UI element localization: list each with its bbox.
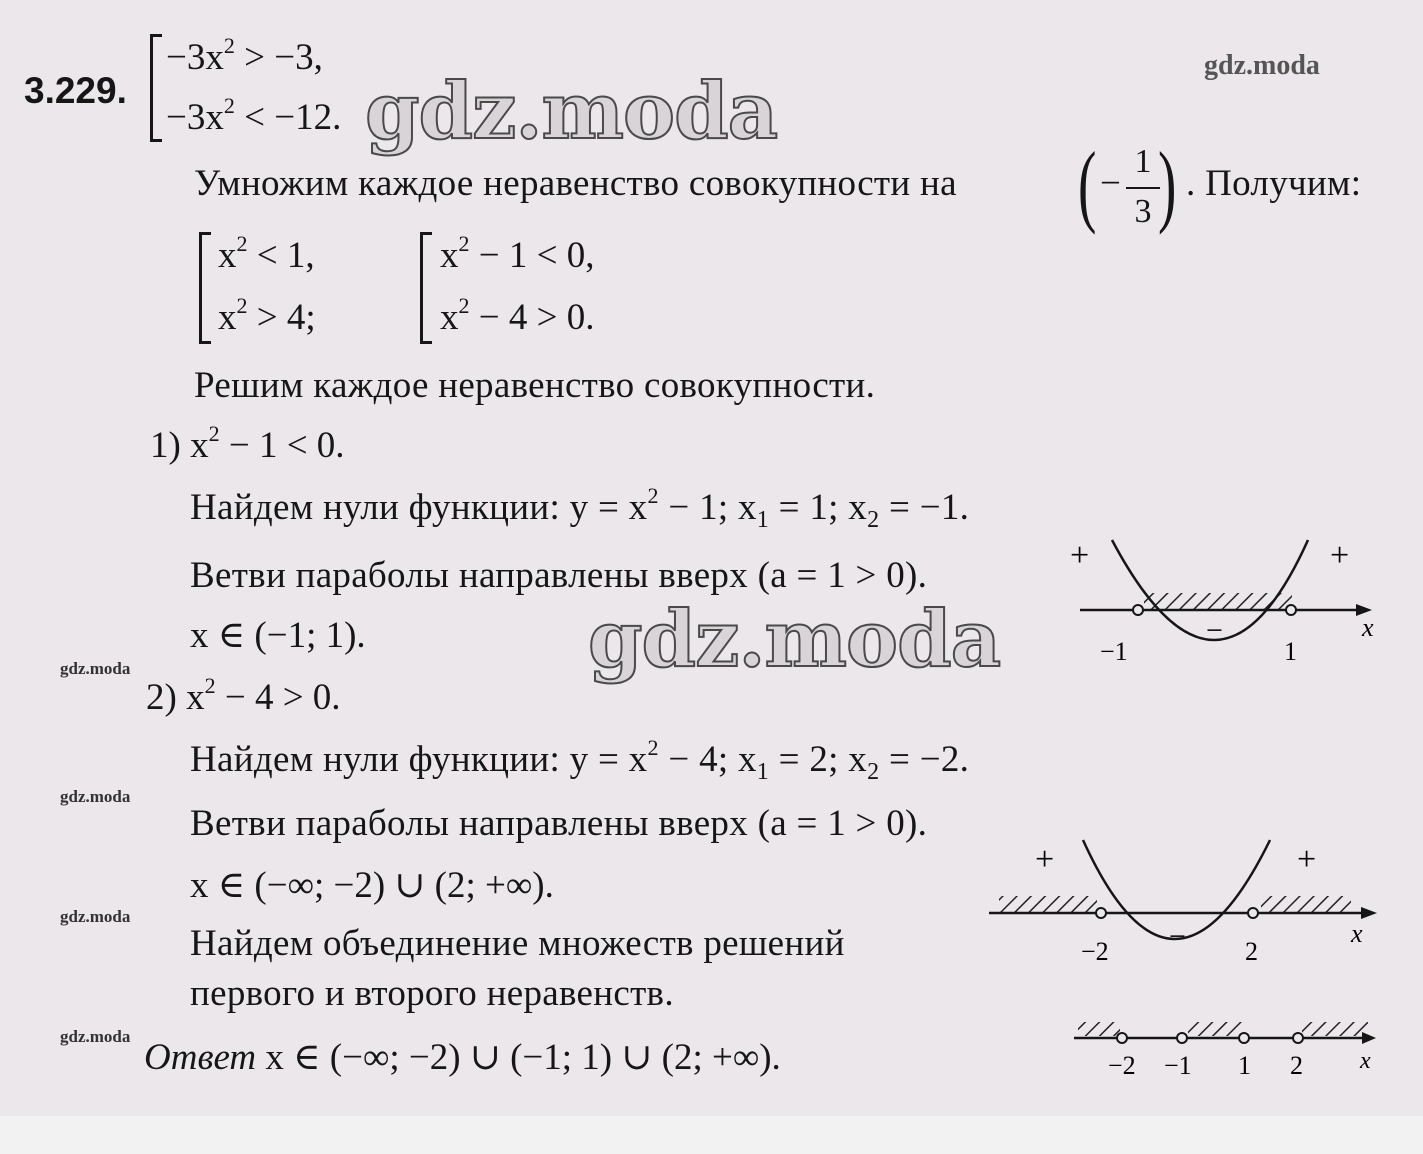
graph-parabola-2 [985,828,1385,968]
final-tick-2: 2 [1290,1051,1303,1080]
watermark-small-3: gdz.moda [60,907,131,926]
system-line-1: $-3x^2 > -3$, [166,33,323,78]
final-answer: Ответ x ∈ (−∞; −2) ∪ (−1; 1) ∪ (2; +∞). [144,1037,781,1078]
frac-denominator: 3 [1134,193,1152,230]
hatch-final-3 [1302,1022,1368,1036]
minus-label-1: − [1206,614,1223,647]
union-line-1: Найдем объединение множеств решений [190,923,845,964]
point-minus-1 [1133,605,1143,615]
part2-branches: Ветви параболы направлены вверх (a = 1 > 0). [190,803,928,844]
set-b-bracket [420,232,432,344]
final-tick-minus2: −2 [1108,1051,1136,1080]
part2-answer: x ∈ (−∞; −2) ∪ (2; +∞). [190,865,554,906]
part2-zeros: Найдем нули функции: $y = x^2 - 4$; $x_1 = 2$; $x_2 = -2$. [190,735,970,785]
x-label-2: x [1351,919,1363,948]
watermark-small-2: gdz.moda [60,787,131,806]
plus-left-2: + [1035,841,1055,878]
multiply-text: Умножим каждое неравенство совокупности на [194,163,957,204]
tick-right-2: 2 [1245,937,1258,966]
plus-right-1: + [1330,537,1350,574]
frac-minus: − [1100,163,1121,204]
solve-each-text: Решим каждое неравенство совокупности. [194,365,876,406]
graph-parabola-1 [1060,530,1400,670]
hatch-final-1 [1078,1022,1120,1036]
part1-answer: x ∈ (−1; 1). [190,615,366,656]
final-point-minus2 [1117,1033,1127,1043]
tick-left-1: −1 [1100,637,1128,666]
axis-arrow-2 [1361,907,1377,919]
frac-numerator: 1 [1134,143,1152,180]
watermark-big-top: gdz.moda [365,66,778,157]
x-label-1: x [1362,613,1374,642]
set-b-line-2: $x^2 - 4 > 0$. [440,293,595,338]
multiply-after: . Получим: [1186,163,1362,204]
final-point-1 [1239,1033,1249,1043]
set-a-bracket [199,232,211,344]
hatch-region-2-right [1261,896,1351,912]
plus-right-2: + [1297,841,1317,878]
point-minus-2 [1096,908,1106,918]
set-a-line-1: $x^2 < 1$, [218,231,315,276]
final-point-minus1 [1177,1033,1187,1043]
point-2 [1248,908,1258,918]
watermark-big-middle: gdz.moda [588,594,1001,685]
frac-bar [1126,187,1160,189]
final-tick-1: 1 [1238,1051,1251,1080]
final-point-2 [1293,1033,1303,1043]
final-x-label: x [1360,1048,1371,1074]
part1-branches: Ветви параболы направлены вверх (a = 1 > 0). [190,555,928,596]
watermark-top: gdz.moda [1204,50,1320,81]
set-b-line-1: $x^2 - 1 < 0$, [440,231,595,276]
tick-right-1: 1 [1284,637,1297,666]
hatch-region-2-left [999,896,1097,912]
part1-zeros: Найдем нули функции: $y = x^2 - 1$; $x_1 = 1$; $x_2 = -1$. [190,483,970,533]
part2-heading: 2) $x^2 - 4 > 0$. [146,673,341,718]
tick-left-2: −2 [1081,937,1109,966]
paren-right: ) [1158,133,1177,235]
final-number-line [1070,1008,1390,1088]
paren-left: ( [1078,133,1097,235]
answer-label: Ответ [144,1037,257,1078]
problem-number: 3.229. [24,70,127,111]
final-tick-minus1: −1 [1164,1051,1192,1080]
watermark-small-4: gdz.moda [60,1027,131,1046]
minus-label-2: − [1169,920,1186,953]
plus-left-1: + [1070,537,1090,574]
system-bracket [150,34,162,142]
final-axis-arrow [1362,1032,1376,1044]
hatch-final-2 [1188,1022,1244,1036]
point-1 [1286,605,1296,615]
part1-heading: 1) $x^2 - 1 < 0$. [150,421,345,466]
watermark-small-1: gdz.moda [60,659,131,678]
bottom-strip [0,1116,1423,1154]
set-a-line-2: $x^2 > 4$; [218,293,316,338]
system-line-2: $-3x^2 < -12$. [166,93,342,138]
union-line-2: первого и второго неравенств. [190,973,674,1014]
